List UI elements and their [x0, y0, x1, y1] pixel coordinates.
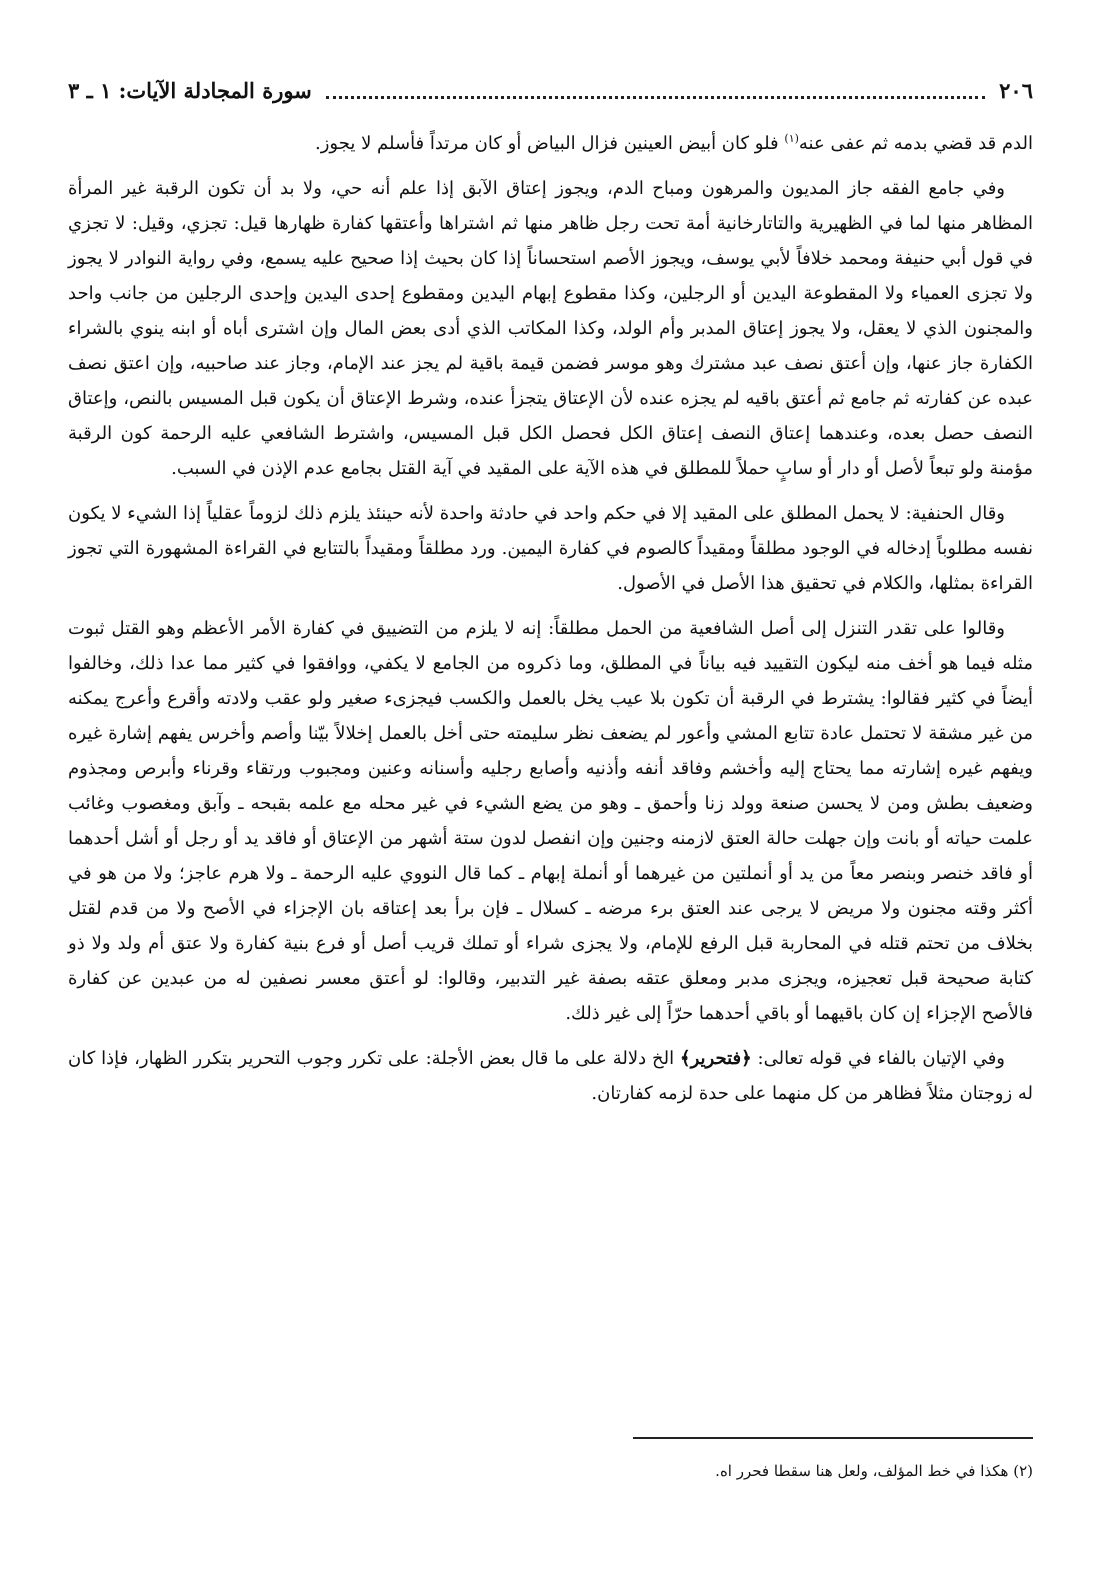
header-leader-dots [326, 96, 985, 99]
page-header [68, 70, 1033, 110]
footnote: (٢) هكذا في خط المؤلف، ولعل هنا سقطا فحرر اه. [715, 1462, 1033, 1480]
paragraph-text: الدم قد قضي بدمه ثم عفى عنه [798, 133, 1033, 154]
quranic-quote: ﴿فتحرير﴾ [680, 1048, 752, 1069]
paragraph-text: الخ دلالة على ما قال بعض الأجلة: على تكرر وجوب التحرير بتكرر الظهار، فإذا كان له زوجتان مثلاً فظاهر من كل منهما على حدة لزمه كفارتان. [68, 1048, 1033, 1104]
paragraph-continuation [68, 126, 1033, 161]
paragraph-shafiiyya: وقالوا على تقدر التنزل إلى أصل الشافعية من الحمل مطلقاً: إنه لا يلزم من التضييق في كفارة الأمر الأعظم وهو القتل ثبوت مثله فيما هو أخف منه ليكون التقييد فيه بياناً في المطلق، وما ذكروه من الجامع لا يكفي، ووافقوا في كثير مما عدا ذلك، وخالفوا أيضاً في كثير فقالوا: يشترط في الرقبة أن تكون بلا عيب يخل بالعمل والكسب فيجزىء صغير ولو عقب ولادته وأقرع وأعرج يمكنه من غير مشقة لا تحتمل عادة تتابع المشي وأعور لم يضعف نظر سليمته حتى أخل بالعمل إخلالاً بيّنا وأصم وأخرس يفهم إشارة غيره ويفهم غيره إشارته مما يحتاج إليه وأخشم وفاقد أنفه وأذنيه وأصابع رجليه وأسنانه وعنين ومجبوب ورتقاء وقرناء وأبرص ومجذوم وضعيف بطش ومن لا يحسن صنعة وولد زنا وأحمق ـ وهو من يضع الشيء في غير محله مع علمه بقبحه ـ وآبق ومغصوب وغائب علمت حياته أو بانت وإن جهلت حالة العتق لازمنه وجنين وإن انفصل لدون ستة أشهر من الإعتاق أو فاقد يد أو رجل أو أشل أحدهما أو فاقد خنصر وبنصر معاً من يد أو أنملتين من غيرهما أو أنملة إبهام ـ كما قال النووي عليه الرحمة ـ ولا هرم عاجز؛ ولا من هو في أكثر وقته مجنون ولا مريض لا يرجى عند العتق برء مرضه ـ كسلال ـ فإن برأ بعد إعتاقه بان الإجزاء في الأصح ولا من قدم لقتل بخلاف من تحتم قتله في المحاربة قبل الرفع للإمام، ولا يجزى شراء أو تملك قريب أصل أو فرع بنية كفارة ولا عتق أم ولد ولا ذو كتابة صحيحة قبل تعجيزه، ويجزى مدبر ومعلق عتقه بصفة غير التدبير، وقالوا: لو أعتق معسر نصفين له من عبدين عن كفارة فالأصح الإجزاء إن كان باقيهما أو باقي أحدهما حرّاً إلى غير ذلك. [68, 618, 1033, 1024]
paragraph-jami-al-fiqh: وفي جامع الفقه جاز المديون والمرهون ومباح الدم، ويجوز إعتاق الآبق إذا علم أنه حي، ولا بد أن تكون الرقبة غير المرأة المظاهر منها لما في الظهيرية والتاتارخانية أمة تحت رجل ظاهر منها ثم اشتراها وأعتقها كفارة ظهارها قيل: تجزي، وقيل: لا تجزي في قول أبي حنيفة ومحمد خلافاً لأبي يوسف، ويجوز الأصم استحساناً إذا كان بحيث إذا صحيح عليه يسمع، وفي رواية النوادر لا يجوز ولا تجزى العمياء ولا المقطوعة اليدين أو الرجلين، وكذا مقطوع إبهام اليدين ومقطوع إحدى اليدين وإحدى الرجلين من جانب واحد والمجنون الذي لا يعقل، ولا يجوز إعتاق المدبر وأم الولد، وكذا المكاتب الذي أدى بعض المال وإن اشترى أباه أو ابنه ينوي بالشراء الكفارة جاز عنها، وإن أعتق نصف عبد مشترك وهو موسر فضمن قيمة باقية لم يجز عند الإمام، وجاز عند صاحبيه، وإن اعتق نصف عبده عن كفارته ثم جامع ثم أعتق باقيه لم يجزه عنده لأن الإعتاق يتجزأ عنده، وشرط الإعتاق أن يكون قبل المسيس بالنص، وإعتاق النصف حصل بعده، وعندهما إعتاق النصف إعتاق الكل فحصل الكل قبل المسيس، واشترط الشافعي عليه الرحمة كون الرقبة مؤمنة ولو تبعاً لأصل أو دار أو سابٍ حملاً للمطلق في هذه الآية على المقيد في آية القتل بجامع عدم الإذن في السبب. [68, 178, 1033, 479]
paragraph-text: وفي الإتيان بالفاء في قوله تعالى: [751, 1048, 1005, 1069]
main-text [68, 126, 1033, 1111]
running-title: سورة المجادلة الآيات: ١ ـ ٣ [68, 77, 312, 103]
footnote-separator [633, 1437, 1033, 1439]
paragraph-hanafiyya: وقال الحنفية: لا يحمل المطلق على المقيد إلا في حكم واحد في حادثة واحدة لأنه حينئذ يلزم ذلك لزوماً عقلياً إذا الشيء لا يكون نفسه مطلوباً إدخاله في الوجود مطلقاً ومقيداً كالصوم في كفارة اليمين. ورد مطلقاً ومقيداً بالتتابع في القراءة المشهورة التي تجوز القراءة بمثلها، والكلام في تحقيق هذا الأصل في الأصول. [68, 503, 1033, 594]
footnote-marker: (١) [784, 132, 799, 145]
paragraph-fatahrir [68, 1041, 1033, 1111]
paragraph-text: فلو كان أبيض العينين فزال البياض أو كان مرتداً فأسلم لا يجوز. [315, 133, 785, 154]
page-number: ٢٠٦ [999, 77, 1033, 103]
